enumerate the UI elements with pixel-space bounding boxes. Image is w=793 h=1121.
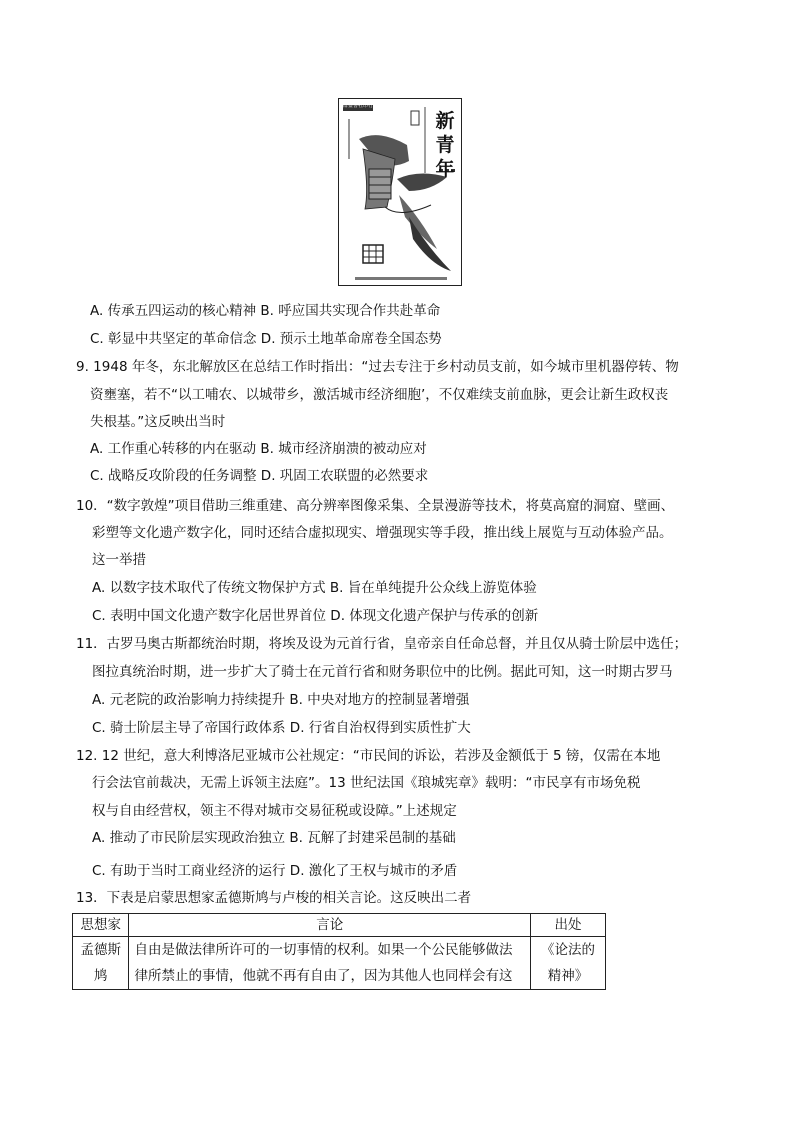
q12-options-row1: A. 推动了市民阶层实现政治独立 B. 瓦解了封建采邑制的基础: [92, 830, 456, 846]
q8-options-row2: C. 彰显中共坚定的革命信念 D. 预示土地革命席卷全国态势: [90, 331, 442, 347]
q10-options-row1: A. 以数字技术取代了传统文物保护方式 B. 旨在单纯提升公众线上游览体验: [92, 580, 537, 596]
q9-options-row1: A. 工作重心转移的内在驱动 B. 城市经济崩溃的被动应对: [90, 441, 427, 457]
q9-stem-line1: 9. 1948 年冬，东北解放区在总结工作时指出：“过去专注于乡村动员支前，如今城市里机器停转、物: [76, 359, 679, 375]
q12-stem-line3: 权与自由经营权，领主不得对城市交易征税或设障。”上述规定: [92, 803, 457, 819]
q9-stem-line2: 资壅塞，若不“以工哺农、以城带乡，激活城市经济细胞’，不仅难续支前血脉，更会让新生政权丧: [90, 387, 669, 403]
q11-options-row2: C. 骑士阶层主导了帝国行政体系 D. 行省自治权得到实质性扩大: [92, 720, 471, 736]
cover-title-char: 新: [435, 110, 455, 132]
table-cell-quote: 自由是做法律所许可的一切事情的权利。如果一个公民能够做法律所禁止的事情，他就不再有自由了，因为其他人也同样会有这: [129, 937, 531, 990]
q11-stem-line2: 图拉真统治时期，进一步扩大了骑士在元首行省和财务职位中的比例。据此可知，这一时期古罗马: [92, 664, 673, 680]
q10-stem-line2: 彩塑等文化遗产数字化，同时还结合虚拟现实、增强现实等手段，推出线上展览与互动体验产品。: [92, 525, 673, 541]
table-header-thinker: 思想家: [73, 914, 129, 937]
q13-stem: 13．下表是启蒙思想家孟德斯鸠与卢梭的相关言论。这反映出二者: [76, 890, 472, 906]
q12-stem-line1: 12. 12 世纪，意大利博洛尼亚城市公社规定：“市民间的诉讼，若涉及金额低于 5 镑，仅需在本地: [76, 748, 661, 764]
q8-options-row1: A. 传承五四运动的核心精神 B. 呼应国共实现合作共赴革命: [90, 303, 441, 319]
table-header-source: 出处: [531, 914, 606, 937]
q11-options-row1: A. 元老院的政治影响力持续提升 B. 中央对地方的控制显著增强: [92, 692, 470, 708]
q9-stem-line3: 失根基。”这反映出当时: [90, 414, 226, 430]
q13-table: [72, 913, 606, 990]
cover-publisher: 群益書社印行: [343, 103, 374, 109]
table-cell-thinker: 孟德斯鸠: [73, 937, 129, 990]
table-header-quote: 言论: [129, 914, 531, 937]
q9-options-row2: C. 战略反攻阶段的任务调整 D. 巩固工农联盟的必然要求: [90, 468, 429, 484]
q10-stem-line3: 这一举措: [92, 552, 146, 568]
cover-title-char: 青: [435, 134, 455, 156]
q12-options-row2: C. 有助于当时工商业经济的运行 D. 激化了王权与城市的矛盾: [92, 863, 458, 879]
cover-title: [433, 109, 457, 181]
q10-options-row2: C. 表明中国文化遗产数字化居世界首位 D. 体现文化遗产保护与传承的创新: [92, 608, 539, 624]
q12-stem-line2: 行会法官前裁决，无需上诉领主法庭”。13 世纪法国《琅城宪章》载明：“市民享有市场免税: [92, 775, 641, 791]
q10-stem-line1: 10．“数字敦煌”项目借助三维重建、高分辨率图像采集、全景漫游等技术，将莫高窟的洞窟、壁画、: [76, 498, 675, 514]
table-header-row: [73, 914, 606, 937]
new-youth-cover-image: [338, 98, 462, 286]
table-row: [73, 937, 606, 990]
q11-stem-line1: 11．古罗马奥古斯都统治时期，将埃及设为元首行省，皇帝亲自任命总督，并且仅从骑士阶层中选任；: [76, 636, 688, 652]
cover-title-char: 年: [435, 158, 455, 180]
table-cell-source: 《论法的精神》: [531, 937, 606, 990]
